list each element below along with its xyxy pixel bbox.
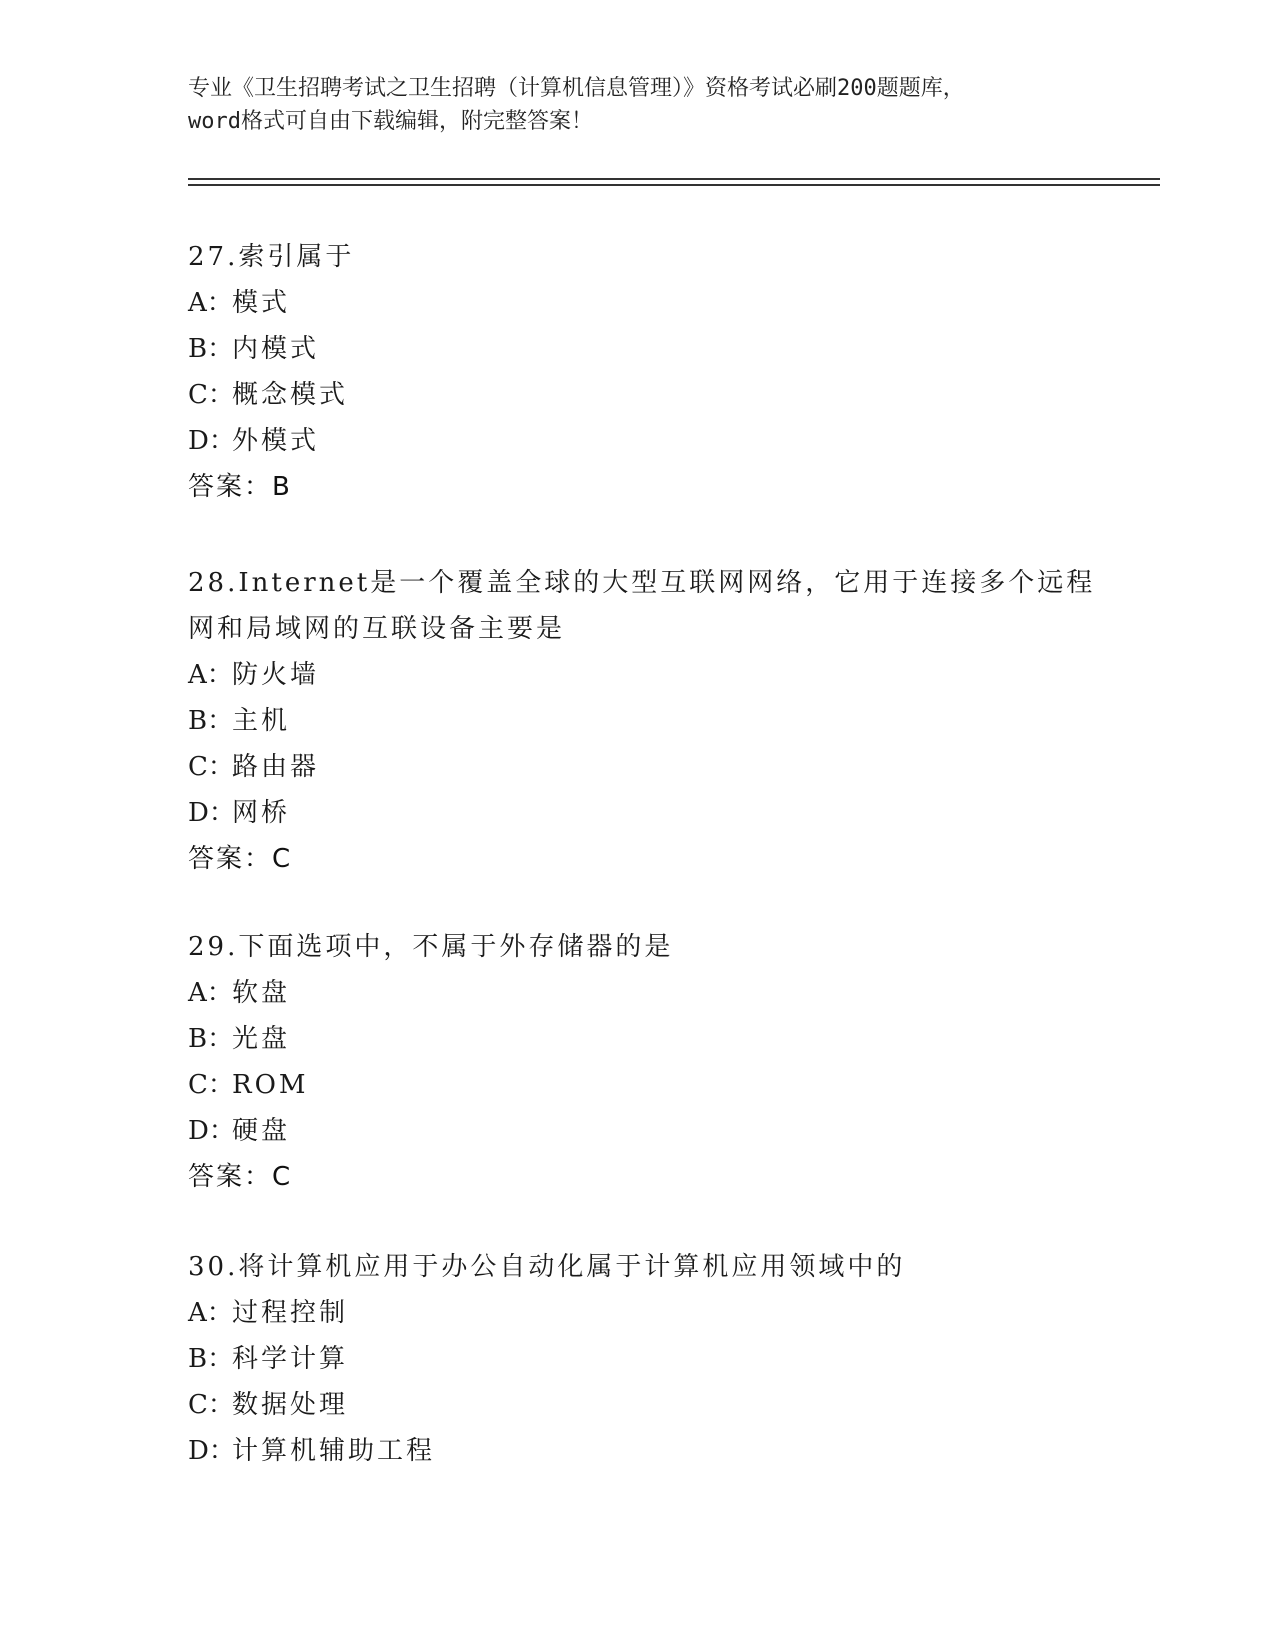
question-stem-line-1: 28.Internet是一个覆盖全球的大型互联网网络，它用于连接多个远程 — [188, 568, 1096, 598]
question-29 — [188, 924, 1108, 1200]
option-b — [188, 698, 1108, 744]
option-key: B： — [188, 706, 234, 736]
option-d — [188, 1108, 1108, 1154]
answer-line: 答案：B — [188, 472, 292, 502]
option-c — [188, 372, 1108, 418]
option-text: 科学计算 — [232, 1344, 349, 1374]
option-a — [188, 970, 1108, 1016]
option-b — [188, 326, 1108, 372]
header-divider-top — [188, 178, 1160, 180]
question-stem: 29.下面选项中，不属于外存储器的是 — [188, 932, 674, 962]
option-text: 外模式 — [232, 426, 320, 456]
option-key: D： — [188, 798, 235, 828]
option-c — [188, 744, 1108, 790]
option-key: B： — [188, 1024, 234, 1054]
option-key: D： — [188, 426, 235, 456]
header-divider-bottom — [188, 184, 1160, 186]
option-key: C： — [188, 1070, 234, 1100]
option-d — [188, 790, 1108, 836]
option-b — [188, 1336, 1108, 1382]
option-text: 光盘 — [232, 1024, 291, 1054]
option-a — [188, 1290, 1108, 1336]
option-key: B： — [188, 334, 234, 364]
question-27 — [188, 234, 1108, 510]
question-28 — [188, 560, 1108, 882]
document-header — [188, 72, 1088, 138]
option-text: 过程控制 — [232, 1298, 349, 1328]
option-d — [188, 1428, 1108, 1474]
option-c — [188, 1382, 1108, 1428]
question-stem: 30.将计算机应用于办公自动化属于计算机应用领域中的 — [188, 1252, 906, 1282]
question-stem-line-2: 网和局域网的互联设备主要是 — [188, 614, 566, 644]
option-text: 内模式 — [232, 334, 320, 364]
option-text: 计算机辅助工程 — [232, 1436, 436, 1466]
option-a — [188, 280, 1108, 326]
option-text: 模式 — [232, 288, 291, 318]
question-stem: 27.索引属于 — [188, 242, 355, 272]
header-line-1: 专业《卫生招聘考试之卫生招聘（计算机信息管理）》资格考试必刷200题题库， — [188, 76, 965, 101]
option-key: D： — [188, 1116, 235, 1146]
option-text: 防火墙 — [232, 660, 320, 690]
option-key: B： — [188, 1344, 234, 1374]
option-d — [188, 418, 1108, 464]
option-key: C： — [188, 752, 234, 782]
question-30 — [188, 1244, 1108, 1474]
option-key: A： — [188, 660, 233, 690]
option-b — [188, 1016, 1108, 1062]
option-text: 软盘 — [232, 978, 291, 1008]
option-text: 硬盘 — [232, 1116, 291, 1146]
option-key: D： — [188, 1436, 235, 1466]
option-text: 路由器 — [232, 752, 320, 782]
option-a — [188, 652, 1108, 698]
option-key: C： — [188, 380, 234, 410]
option-key: C： — [188, 1390, 234, 1420]
option-text: 主机 — [232, 706, 291, 736]
option-key: A： — [188, 978, 233, 1008]
option-text: 概念模式 — [232, 380, 349, 410]
header-line-2: word格式可自由下载编辑，附完整答案！ — [188, 109, 593, 134]
answer-line: 答案：C — [188, 844, 293, 874]
option-key: A： — [188, 288, 233, 318]
answer-line: 答案：C — [188, 1162, 293, 1192]
option-c — [188, 1062, 1108, 1108]
option-key: A： — [188, 1298, 233, 1328]
option-text: 数据处理 — [232, 1390, 349, 1420]
option-text: 网桥 — [232, 798, 291, 828]
option-text: ROM — [232, 1070, 309, 1100]
